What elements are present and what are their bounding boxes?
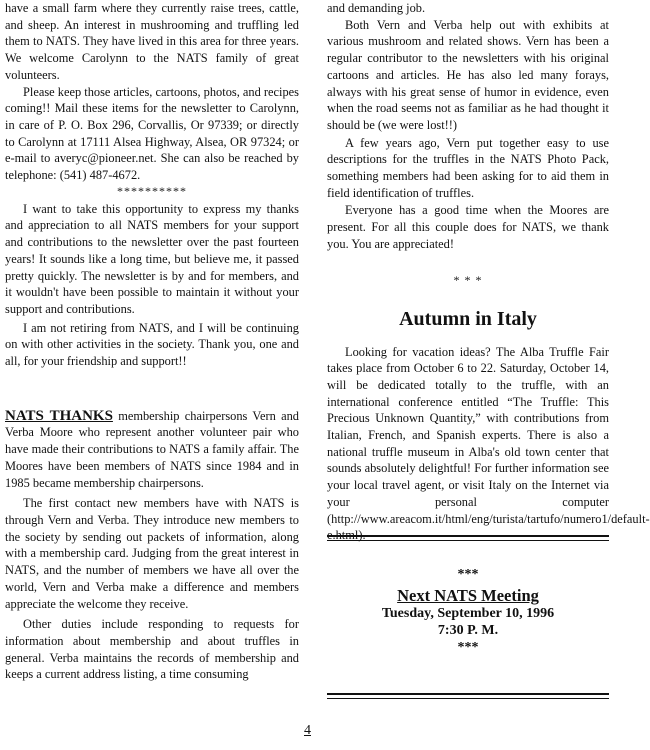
paragraph-photo-pack: A few years ago, Vern put together easy to use descriptions for the truffles in the NATS Photo Pack, something members had been asking for to aid them in field identification of truffles.	[327, 135, 609, 200]
meeting-date: Tuesday, September 10, 1996	[381, 606, 555, 621]
paragraph-other-duties: Other duties include responding to requests for information about membership and about truffles in general. Verba maintains the records of membership and keeps a current address listing, a time consuming	[5, 617, 299, 682]
paragraph-demanding-job: and demanding job.	[327, 1, 426, 15]
paragraph-first-contact: The first contact new members have with NATS is through Vern and Verba. They introduce new members to the society by sending out packets of information, along with a membership card. Judging from the great interest in NATS, and the number of members we have all over the world, Vern and Verba make a difference and members appreciate the welcome they receive.	[5, 496, 299, 611]
paragraph-appreciated: Everyone has a good time when the Moores are present. For all this couple does for NATS, we thank you. You are appreciated!	[327, 203, 609, 251]
paragraph-mail-items: Please keep those articles, cartoons, photos, and recipes coming!! Mail these items for the newsletter to Carolynn, in care of P. O. Box 296, Corvallis, Or 97339; or directly to Carolynn at 17111 Alsea Highway, Alsea, OR 97324; or e-mail to averyc@pioneer.net. She can also be reached by telephone: (541) 487-4672.	[5, 84, 299, 183]
paragraph-thanks-members: I want to take this opportunity to express my thanks and appreciation to all NATS members for your support and contributions to the newsletter over the past fourteen years! It sounds like a long time, but believe me, it passed pretty quickly. The newsletter is by and for members, and it wouldn't have been possible to maintain it without your support and contributions.	[5, 201, 299, 316]
next-meeting-box	[327, 566, 609, 656]
meeting-stars-bottom: ***	[457, 640, 479, 655]
divider-rule-top	[327, 535, 609, 537]
page-number: 4	[304, 723, 311, 738]
divider-rule-top-thin	[327, 540, 609, 541]
meeting-stars-top: ***	[457, 567, 479, 582]
nats-thanks-lead: NATS THANKS	[5, 407, 113, 424]
paragraph-exhibits: Both Vern and Verba help out with exhibits at various mushroom and related shows. Vern has been a regular contributor to the newsletters with his original cartoons and articles. He has also led many forays, always with his great sense of humor in evidence, even when the road seems not as familiar as he had thought it should be (we were lost!!)	[327, 17, 609, 132]
nats-thanks-text: membership chairpersons Vern and Verba Moore who represent another volunteer pair who have made their contributions to NATS a family affair. The Moores have been members of NATS since 1984 and in 1985 became membership chairpersons.	[5, 408, 299, 490]
meeting-title: Next NATS Meeting	[397, 586, 539, 605]
paragraph-not-retiring: I am not retiring from NATS, and I will be continuing on with other activities in the society. Thank you, one and all, for your friendship and support!!	[5, 320, 299, 369]
divider-rule-bottom-thin	[327, 698, 609, 699]
paragraph-farm: have a small farm where they currently raise trees, cattle, and sheep. An interest in mushrooming and truffling led them to NATS. They have lived in this area for three years. We welcome Carolynn to the NATS family of great volunteers.	[5, 1, 299, 82]
autumn-in-italy-heading: Autumn in Italy	[399, 307, 537, 330]
paragraph-nats-thanks	[5, 408, 299, 492]
divider-rule-bottom	[327, 693, 609, 695]
left-column	[5, 0, 299, 683]
paragraph-alba-truffle-fair: Looking for vacation ideas? The Alba Truffle Fair takes place from October 6 to 22. Saturday, October 14, will be dedicated totally to the truffle, with an international conference entitled “The Truffle: This Precious Unknown Quantity,” with contributions from Italian, French, and Spanish experts. There is also a national truffle museum in Alba's old town center that sounds absolutely delightful! For further information see your local travel agent, or visit Italy on the Internet via your personal computer (http://www.areacom.it/html/eng/turista/tartufo/numero1/default-e.html).	[327, 344, 650, 543]
separator-asterisks: **********	[117, 183, 187, 198]
meeting-time: 7:30 P. M.	[437, 623, 499, 638]
section-divider-stars: * * *	[453, 272, 483, 287]
right-column	[327, 0, 650, 544]
